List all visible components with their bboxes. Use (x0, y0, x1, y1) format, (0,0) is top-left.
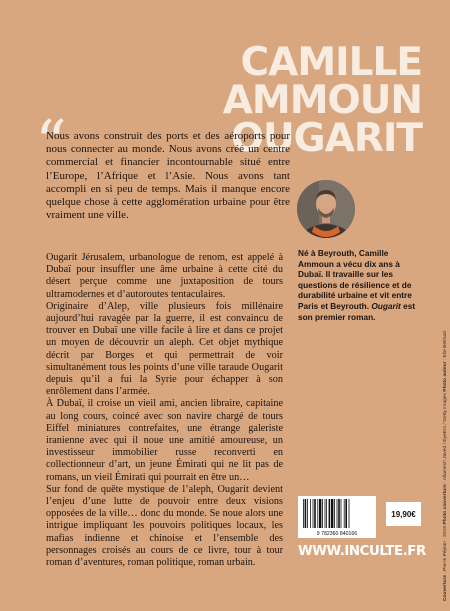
author-portrait-icon (297, 180, 355, 238)
barcode-bar (349, 499, 350, 528)
credits-value: : Allamesh Javed / EyeEm / Getty images (443, 391, 448, 485)
book-title: OUGARIT (230, 116, 422, 161)
author-bio-end: est son premier roman. (298, 300, 416, 322)
author-bio-start: Né à Beyrouth, Camille Ammoun a vécu dix ans à Dubaï. Il travaille sur les questions de résilience et de durabilité urbaine et vit entre Paris et Beyrouth. (298, 248, 412, 311)
author-bio (298, 248, 423, 322)
barcode-bar (325, 499, 326, 528)
barcode-bar (307, 499, 308, 528)
price-tag: 19,90€ (386, 502, 421, 526)
author-first-name: CAMILLE (240, 40, 422, 85)
publisher-website: WWW.INCULTE.FR (298, 544, 426, 559)
synopsis-paragraph: Sur fond de quête mystique de l’aleph, Ougarit devient l’enjeu d’une lutte de pouvoir entre deux visions opposées de la ville… donc du monde. Se noue alors une intrigue impliquant les pouvoirs politiques locaux, les mafias indienne et chinoise et l’ensemble des personnages croisés au cours de ce livre, tour à tour roman d’aventures, roman politique, roman urbain. (46, 483, 283, 569)
barcode-bar (331, 499, 333, 528)
barcode-bar (322, 499, 323, 528)
synopsis (46, 252, 283, 569)
barcode-bar (303, 499, 304, 528)
synopsis-paragraph: À Dubaï, il croise un vieil ami, ancien libraire, capitaine au long cours, coincé avec son navire chargé de tours Eiffel miniatures contrefaites, une étrange galeriste iranienne avec qui il noue une amitié amoureuse, un investisseur immobilier russe reconverti en collectionneur d’art, un jeune Émirati qui ne lit pas de romans, un vieil Émirati qui pourrait en être un… (46, 398, 283, 483)
barcode-bar (334, 499, 335, 528)
barcode-bar (310, 499, 311, 528)
barcode-bar (313, 499, 314, 528)
credits (443, 331, 448, 601)
barcode-icon (298, 496, 376, 538)
synopsis-paragraph: Ougarit Jérusalem, urbanologue de renom, est appelé à Dubaï pour insuffler une âme urbaine à cette cité du désert perçue comme une juxtaposition de tours ultramodernes et d’autoroutes tentaculaires. (46, 252, 283, 300)
barcode-bar (305, 499, 307, 528)
author-bio-book-title: Ougarit (371, 300, 401, 311)
barcode-bar (338, 499, 340, 528)
barcode-bar (326, 499, 327, 528)
barcode-bar (345, 499, 347, 528)
barcode-bar (329, 499, 331, 528)
barcode-bar (344, 499, 345, 528)
credits-value: : Pierre Péjean · 2019 (443, 524, 448, 575)
quote-mark-icon: “ (35, 106, 67, 179)
barcode-bar (314, 499, 316, 528)
synopsis-paragraph: Originaire d’Alep, ville plusieurs fois millénaire aujourd’hui ravagée par la guerre, il est convaincu de trouver en Dubaï une ville facile à lire et dans ce projet un moyen de découvrir un aleph. Cet objet mythique décrit par Borges et qui permettrait de voir simultanément tous les points d’une ville taraude Ougarit depuis qu’il a fui la Syrie pour échapper à son enrôlement dans l’armée. (46, 300, 283, 398)
barcode-bar (337, 499, 338, 528)
barcode-bar (317, 499, 318, 528)
pull-quote: Nous avons construit des ports et des aéroports pour nous connecter au monde. Nous avons créé un centre commercial et financier incontournable situé entre l’Europe, l’Afrique et l’Asie. Nous avons tant accompli en si peu de temps. Mais il manque encore quelque chose à cette agglomération urbaine pour être vraiment une ville. (46, 130, 290, 222)
credits-label: Photo auteur (443, 361, 448, 392)
credits-value: : Elie Bekhazi (443, 330, 448, 362)
author-last-name: AMMOUN (222, 78, 422, 123)
credits-label: Couverture (443, 574, 448, 601)
author-photo (297, 180, 355, 238)
credits-label: Photo couverture (443, 484, 448, 525)
barcode-bar (319, 499, 321, 528)
barcode-number: 9 782360 840166 (316, 531, 358, 537)
barcode (298, 496, 376, 538)
barcode-bar (341, 499, 342, 528)
